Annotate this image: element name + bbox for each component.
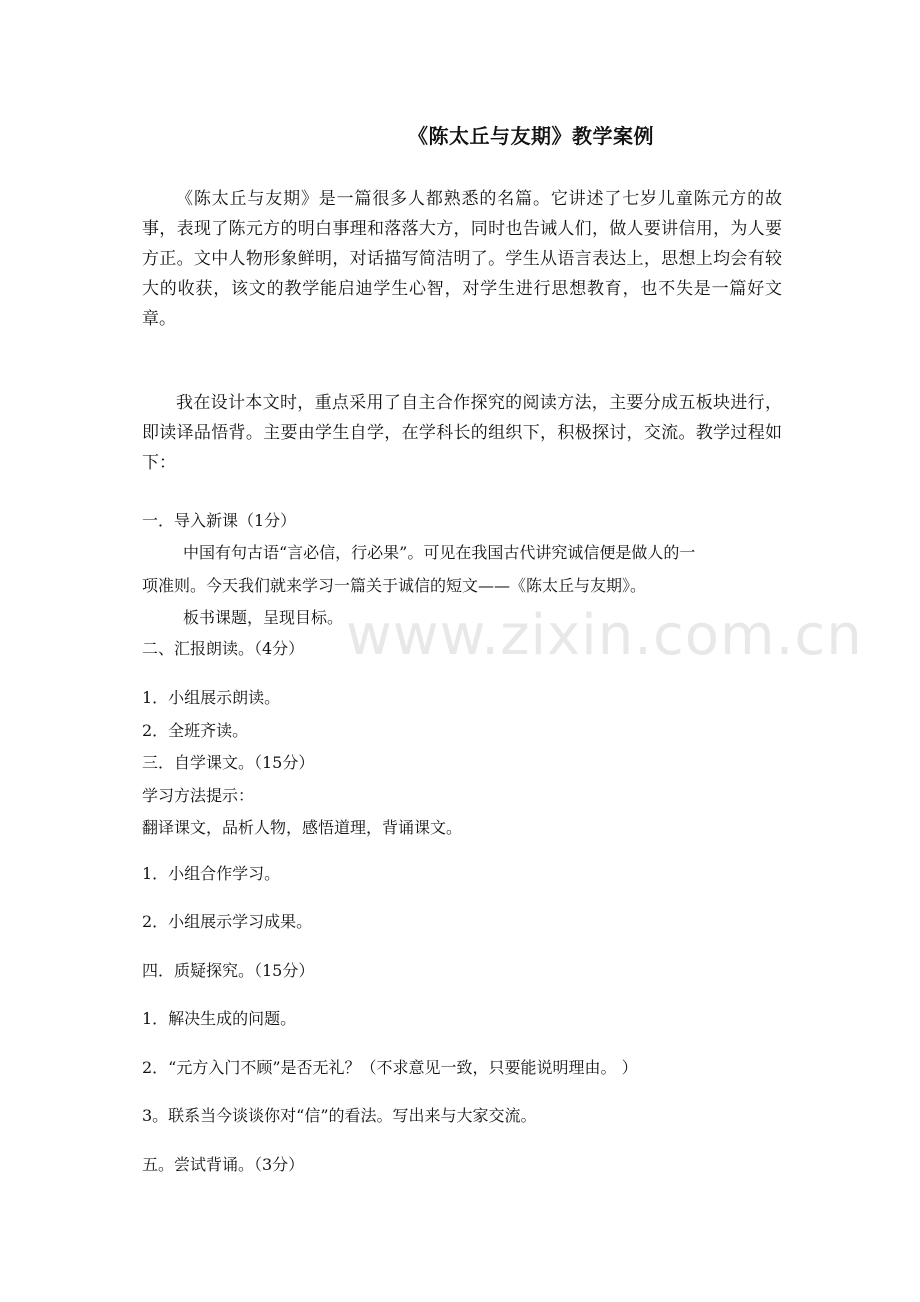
section4-item-3: 3。联系当今谈谈你对“信”的看法。写出来与大家交流。 xyxy=(142,1106,537,1125)
section3-hint-label: 学习方法提示： xyxy=(142,786,255,805)
section1-text-line3: 板书课题，呈现目标。 xyxy=(183,608,344,627)
section2-heading: 二、汇报朗读。（4分） xyxy=(142,639,305,658)
section1-heading: 一．导入新课（1分） xyxy=(142,511,297,530)
watermark: www.zixin.com.cn xyxy=(346,603,863,668)
section4-item-1: 1．解决生成的问题。 xyxy=(142,1009,297,1028)
section3-heading: 三．自学课文。（15分） xyxy=(142,753,315,772)
section1-text-line2: 项准则。今天我们就来学习一篇关于诚信的短文——《陈太丘与友期》。 xyxy=(142,576,647,595)
section2-item-1: 1．小组展示朗读。 xyxy=(142,688,281,707)
design-paragraph: 我在设计本文时，重点采用了自主合作探究的阅读方法，主要分成五板块进行，即读译品悟背。主要由学生自学，在学科长的组织下，积极探讨，交流。教学过程如下： xyxy=(142,393,782,473)
section3-item-2: 2．小组展示学习成果。 xyxy=(142,912,313,931)
section2-item-2: 2．全班齐读。 xyxy=(142,721,249,740)
document-title: 《陈太丘与友期》教学案例 xyxy=(408,124,654,148)
intro-paragraph: 《陈太丘与友期》是一篇很多人都熟悉的名篇。它讲述了七岁儿童陈元方的故事，表现了陈元方的明白事理和落落大方，同时也告诫人们，做人要讲信用，为人要方正。文中人物形象鲜明，对话描写简洁明了。学生从语言表达上，思想上均会有较大的收获，该文的教学能启迪学生心智，对学生进行思想教育，也不失是一篇好文章。 xyxy=(142,189,782,329)
section3-item-1: 1．小组合作学习。 xyxy=(142,864,281,883)
section1-text-line1: 中国有句古语“言必信，行必果”。可见在我国古代讲究诚信便是做人的一 xyxy=(183,543,696,562)
section5-heading: 五。尝试背诵。（3分） xyxy=(142,1155,305,1174)
section4-item-2: 2．“元方入门不顾”是否无礼？（不求意见一致，只要能说明理由。 ） xyxy=(142,1058,638,1077)
section3-hint-text: 翻译课文，品析人物，感悟道理，背诵课文。 xyxy=(142,818,463,837)
section4-heading: 四．质疑探究。（15分） xyxy=(142,961,315,980)
